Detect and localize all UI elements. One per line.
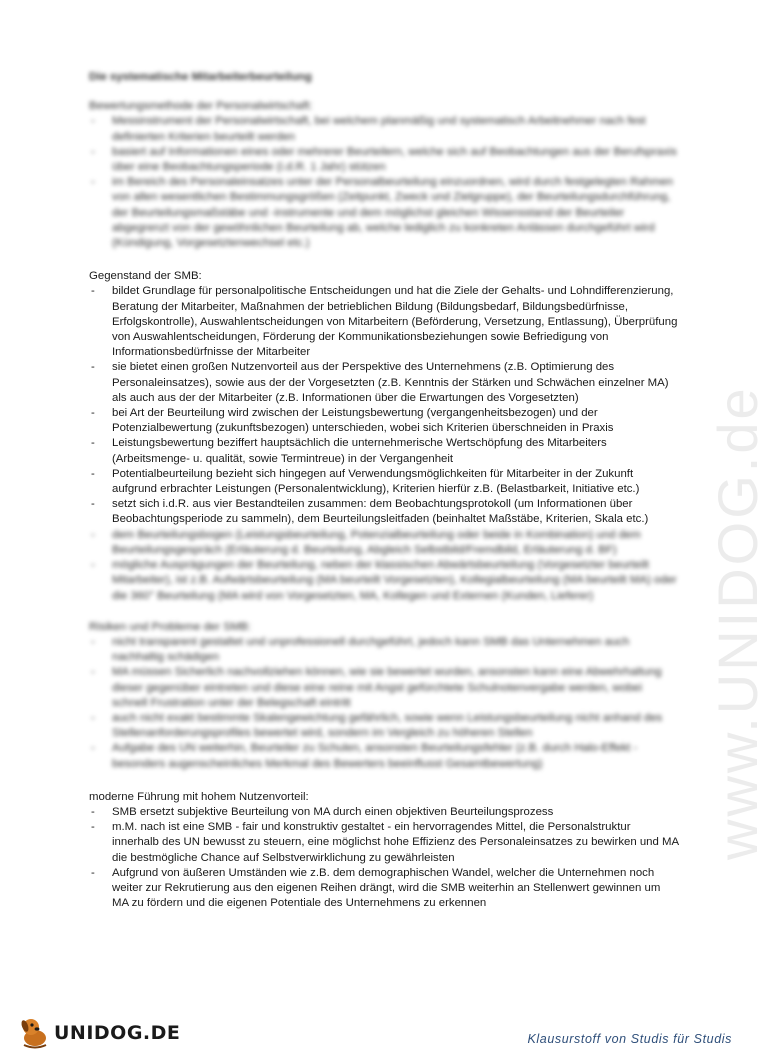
- list-item: - bildet Grundlage für personalpolitische Entscheidungen und hat die Ziele der Gehalts- und Lohndifferenzierung, Beratung der Mitarbeiter, Maßnahmen der betrieblichen Bildung (Bildungsbedarf, Bildungsbedürfnisse, Erfolgskontrolle), Auswahlentscheidungen von Mitarbeitern (Beförderung, Versetzung, Entlassung), Überprüfung von Auswahlentscheidungen, Förderung der Kommunikationsbeziehungen sowie Befriedigung von Informationsbedürfnisse der Mitarbeiter: [89, 284, 679, 360]
- bullet-list-blurred: [89, 528, 679, 604]
- unidog-logo[interactable]: [18, 1012, 180, 1048]
- list-item: - auch nicht exakt bestimmte Skalengewichtung gefährlich, sowie wenn Leistungsbeurteilung nicht anhand des Stellenanforderungsprofiles bewertet wird, sondern im Vergleich zu höheren Stellen: [89, 711, 679, 741]
- watermark: www.UNIDOG.de: [706, 385, 769, 860]
- list-item: - Potentialbeurteilung bezieht sich hingegen auf Verwendungsmöglichkeiten für Mitarbeiter in der Zukunft aufgrund erbrachter Leistungen (Personalentwicklung), Kriterien hierfür z.B. (Belastbarkeit, Initiative etc.): [89, 467, 679, 497]
- bullet-list: [89, 805, 679, 911]
- section-gegenstand: [89, 269, 679, 603]
- bullet-list: [89, 284, 679, 527]
- list-item: - Leistungsbewertung beziffert hauptsächlich die unternehmerische Wertschöpfung des Mitarbeiters (Arbeitsmenge- u. qualität, sowie Termintreue) in der Vergangenheit: [89, 436, 679, 466]
- section-risiken: [89, 620, 679, 772]
- list-item: - im Bereich des Personaleinsatzes unter der Personalbeurteilung einzuordnen, wird durch festgelegten Rahmen von allen wesentlichen Bestimmungsgrößen (Zeitpunkt, Zweck und Zielgruppe), der Beurteilungsdurchführung, der Beurteilungsmaßstäbe und -instrumente und dem möglichst gleichen Wissensstand der Beurteiler abgegrenzt von der gewöhnlichen Beurteilung ab, welche lediglich zu konkreten Anlässen durchgeführt wird (Kündigung, Vorgesetztenwechsel etc.): [89, 175, 679, 251]
- list-item: - dem Beurteilungsbogen (Leistungsbeurteilung, Potenzialbeurteilung oder beide in Kombination) und dem Beurteilungsgespräch (Erläuterung d. Beurteilung, Abgleich Selbstbild/Fremdbild, Erläuterung d. BF): [89, 528, 679, 558]
- document-title: Die systematische Mitarbeiterbeurteilung: [89, 71, 312, 83]
- logo-text: UNIDOG.DE: [54, 1022, 181, 1044]
- list-item: - basiert auf Informationen eines oder mehrerer Beurteilern, welche sich auf Beobachtungen aus der Berufspraxis über eine Beobachtungsperiode (i.d.R. 1 Jahr) stützen: [89, 145, 679, 175]
- section-heading: moderne Führung mit hohem Nutzenvorteil:: [89, 790, 309, 803]
- list-item: - mögliche Ausprägungen der Beurteilung, neben der klassischen Abwärtsbeurteilung (Vorgesetzter beurteilt Mitarbeiter), ist z.B. Aufwärtsbeurteilung (MA beurteilt Vorgesetzten), Kollegialbeurteilung (MA beurteilt MA) oder die 360° Beurteilung (MA wird von Vorgesetzten, MA, Kollegen und Externen (Kunden, Lieferer): [89, 558, 679, 604]
- section-bewertungsmethode: [89, 99, 679, 251]
- list-item: - nicht transparent gestaltet und unprofessionell durchgeführt, jedoch kann SMB das Unternehmen auch nachhaltig schädigen: [89, 635, 679, 665]
- bullet-list: [89, 114, 679, 251]
- list-item: - Aufgabe des UN weiterhin, Beurteiler zu Schulen, ansonsten Beurteilungsfehler (z.B. durch Halo-Effekt - besonders augenscheinliches Merkmal des Bewerters beeinflusst Gesamtbewertung): [89, 741, 679, 771]
- dog-icon: [18, 1014, 52, 1048]
- list-item: - MA müssen Sicherlich nachvollziehen können, wie sie bewertet wurden, ansonsten kann eine Abwehrhaltung dieser gegenüber eintreten und diese eine reine mit Angst gefürchtete Schulnotenvergabe werden, wobei schnell Frustration unter der Belegschaft eintritt: [89, 665, 679, 711]
- list-item: - Aufgrund von äußeren Umständen wie z.B. dem demographischen Wandel, welcher die Unternehmen noch weiter zur Rekrutierung aus den eigenen Reihen drängt, wird die SMB weiterhin an Stellenwert gewinnen um MA zu fördern und die eigenen Potentiale des Unternehmens zu erkennen: [89, 866, 679, 912]
- list-item: - setzt sich i.d.R. aus vier Bestandteilen zusammen: dem Beobachtungsprotokoll (um Informationen über Beobachtungsperiode zu sammeln), dem Beurteilungsleitfaden (beinhaltet Maßstäbe, Kriterien, Skala etc.): [89, 497, 679, 527]
- list-item: - Messinstrument der Personalwirtschaft, bei welchem planmäßig und systematisch Arbeitnehmer nach fest definierten Kriterien beurteilt werden: [89, 114, 679, 144]
- list-item: - m.M. nach ist eine SMB - fair und konstruktiv gestaltet - ein hervorragendes Mittel, die Personalstruktur innerhalb des UN bewusst zu steuern, eine möglichst hohe Effizienz des Personaleinsatzes zu bewirken und MA die bestmögliche Chance auf Selbstverwirklichung zu gewährleisten: [89, 820, 679, 866]
- footer-tagline: Klausurstoff von Studis für Studis: [527, 1032, 732, 1046]
- section-heading: Risiken und Probleme der SMB:: [89, 620, 252, 633]
- bullet-list: [89, 635, 679, 772]
- document-body: [89, 70, 679, 924]
- list-item: - sie bietet einen großen Nutzenvorteil aus der Perspektive des Unternehmens (z.B. Optimierung des Personaleinsatzes), sowie aus der der Vorgesetzten (z.B. Kenntnis der Stärken und Schwächen einzelner MA) als auch aus der der Mitarbeiter (z.B. Informationen über die Erwartungen des Vorgesetzten): [89, 360, 679, 406]
- section-heading: Gegenstand der SMB:: [89, 270, 202, 283]
- section-moderne-fuehrung: [89, 790, 679, 912]
- list-item: - bei Art der Beurteilung wird zwischen der Leistungsbewertung (vergangenheitsbezogen) und der Potenzialbewertung (zukunftsbezogen) unterschieden, wobei sich Kriterien überschneiden in Praxis: [89, 406, 679, 436]
- list-item: - SMB ersetzt subjektive Beurteilung von MA durch einen objektiven Beurteilungsprozess: [89, 805, 679, 820]
- section-heading: Bewertungsmethode der Personalwirtschaft:: [89, 100, 313, 113]
